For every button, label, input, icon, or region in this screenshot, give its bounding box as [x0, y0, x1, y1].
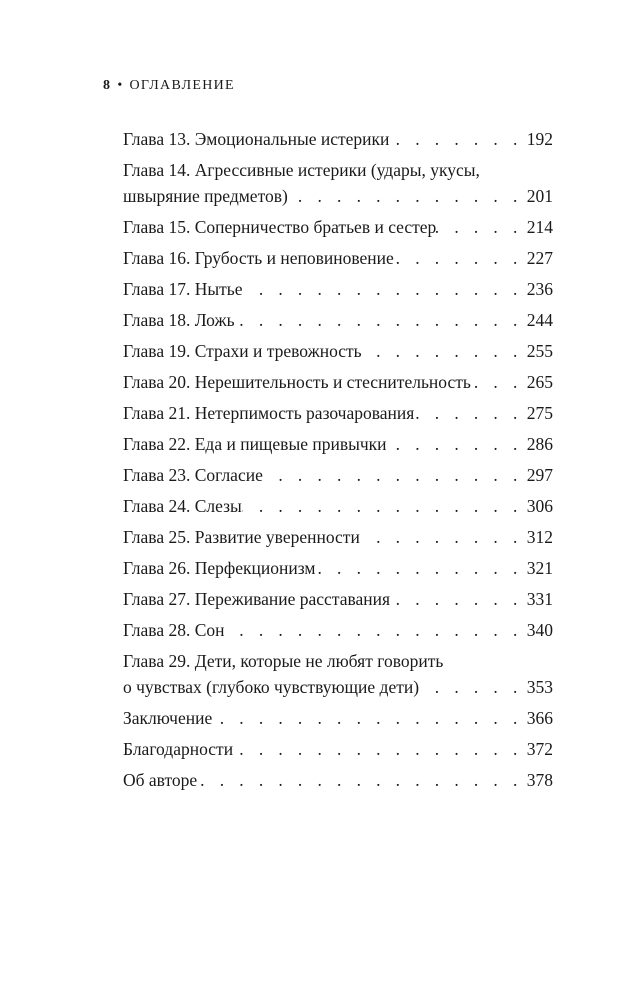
toc-entry-page-number: 372 — [526, 739, 553, 759]
toc-entry-title-line: Глава 14. Агрессивные истерики (удары, укусы, — [123, 160, 480, 180]
toc-entry-title: Глава 13. Эмоциональные истерики — [123, 129, 390, 149]
toc-entry-title: Благодарности — [123, 739, 234, 759]
toc-entry-page-number: 378 — [526, 770, 553, 790]
toc-entry-page-number: 321 — [526, 558, 553, 578]
toc-entry — [123, 369, 553, 395]
toc-entry-title: Об авторе — [123, 770, 198, 790]
table-of-contents — [123, 126, 553, 798]
toc-entry — [123, 245, 553, 271]
toc-entry-page-number: 331 — [526, 589, 553, 609]
toc-entry — [123, 767, 553, 793]
toc-entry-title: Глава 19. Страхи и тревожность — [123, 341, 362, 361]
dot-leader — [235, 307, 527, 333]
dot-leader — [288, 183, 527, 209]
toc-entry — [123, 462, 553, 488]
toc-entry-page-number: 244 — [526, 310, 553, 330]
dot-leader — [436, 214, 526, 240]
toc-entry — [123, 705, 553, 731]
toc-entry-title: Глава 26. Перфекционизм — [123, 558, 316, 578]
toc-entry-page-number: 306 — [526, 496, 553, 516]
dot-leader — [212, 705, 527, 731]
toc-entry-title: Глава 28. Сон — [123, 620, 225, 640]
toc-entry-page-number: 275 — [526, 403, 553, 423]
toc-entry — [123, 126, 553, 152]
toc-entry-title: Глава 17. Нытье — [123, 279, 243, 299]
toc-entry-title: Глава 15. Соперничество братьев и сестер — [123, 217, 437, 237]
header-section-title: ОГЛАВЛЕНИЕ — [129, 78, 235, 93]
dot-leader — [197, 767, 527, 793]
toc-entry-title: о чувствах (глубоко чувствующие дети) — [123, 677, 420, 697]
toc-entry-page-number: 255 — [526, 341, 553, 361]
toc-entry-page-number: 366 — [526, 708, 553, 728]
dot-leader — [315, 555, 526, 581]
toc-entry-page-number: 297 — [526, 465, 553, 485]
running-header — [103, 78, 235, 94]
toc-entry — [123, 555, 553, 581]
dot-leader — [390, 586, 527, 612]
toc-entry — [123, 736, 553, 762]
toc-entry-page-number: 312 — [526, 527, 553, 547]
toc-entry-line — [123, 431, 553, 457]
dot-leader — [243, 276, 527, 302]
toc-entry-page-number: 265 — [526, 372, 553, 392]
toc-entry-line — [123, 369, 553, 395]
toc-entry-title: Глава 20. Нерешительность и стеснительность — [123, 372, 471, 392]
toc-entry — [123, 524, 553, 550]
toc-entry-title: швыряние предметов) — [123, 186, 288, 206]
toc-entry-line — [123, 245, 553, 271]
toc-entry-title: Глава 21. Нетерпимость разочарования — [123, 403, 415, 423]
toc-entry-title: Глава 24. Слезы — [123, 496, 242, 516]
toc-entry-page-number: 192 — [526, 129, 553, 149]
dot-leader — [242, 493, 527, 519]
toc-entry-title: Заключение — [123, 708, 213, 728]
header-bullet: • — [117, 78, 124, 93]
dot-leader — [414, 400, 526, 426]
toc-entry — [123, 276, 553, 302]
dot-leader — [394, 245, 527, 271]
toc-entry — [123, 617, 553, 643]
toc-entry-page-number: 227 — [526, 248, 553, 268]
toc-entry-line — [123, 674, 553, 700]
header-page-number: 8 — [103, 78, 112, 93]
toc-entry — [123, 157, 553, 209]
toc-entry-title: Глава 18. Ложь — [123, 310, 235, 330]
dot-leader — [360, 524, 527, 550]
toc-entry — [123, 338, 553, 364]
toc-entry — [123, 493, 553, 519]
toc-entry-page-number: 353 — [526, 677, 553, 697]
toc-entry-line — [123, 462, 553, 488]
toc-entry-title: Глава 27. Переживание расставания — [123, 589, 391, 609]
toc-entry-line — [123, 276, 553, 302]
toc-entry-page-number: 340 — [526, 620, 553, 640]
toc-entry-title: Глава 22. Еда и пищевые привычки — [123, 434, 387, 454]
dot-leader — [471, 369, 527, 395]
dot-leader — [233, 736, 527, 762]
toc-entry-line — [123, 617, 553, 643]
toc-entry-line — [123, 400, 553, 426]
toc-entry-line — [123, 126, 553, 152]
toc-entry-line — [123, 183, 553, 209]
toc-entry — [123, 648, 553, 700]
toc-entry-line — [123, 586, 553, 612]
toc-entry-page-number: 214 — [526, 217, 553, 237]
toc-entry-title-line: Глава 29. Дети, которые не любят говорить — [123, 651, 444, 671]
dot-leader — [419, 674, 527, 700]
toc-entry-line — [123, 214, 553, 240]
toc-entry-line — [123, 767, 553, 793]
toc-entry — [123, 307, 553, 333]
dot-leader — [389, 126, 526, 152]
toc-entry-line — [123, 705, 553, 731]
toc-entry-page-number: 201 — [526, 186, 553, 206]
toc-entry-line — [123, 524, 553, 550]
toc-entry — [123, 214, 553, 240]
dot-leader — [362, 338, 527, 364]
toc-entry — [123, 431, 553, 457]
toc-entry-line — [123, 307, 553, 333]
toc-entry-line — [123, 555, 553, 581]
toc-entry-line — [123, 736, 553, 762]
toc-entry-title: Глава 16. Грубость и неповиновение — [123, 248, 394, 268]
toc-entry-line — [123, 338, 553, 364]
toc-entry-page-number: 286 — [526, 434, 553, 454]
dot-leader — [263, 462, 527, 488]
toc-entry-title: Глава 23. Согласие — [123, 465, 263, 485]
toc-entry — [123, 400, 553, 426]
dot-leader — [387, 431, 527, 457]
toc-entry-page-number: 236 — [526, 279, 553, 299]
toc-entry-title: Глава 25. Развитие уверенности — [123, 527, 360, 547]
toc-entry-line — [123, 493, 553, 519]
dot-leader — [225, 617, 527, 643]
toc-entry — [123, 586, 553, 612]
